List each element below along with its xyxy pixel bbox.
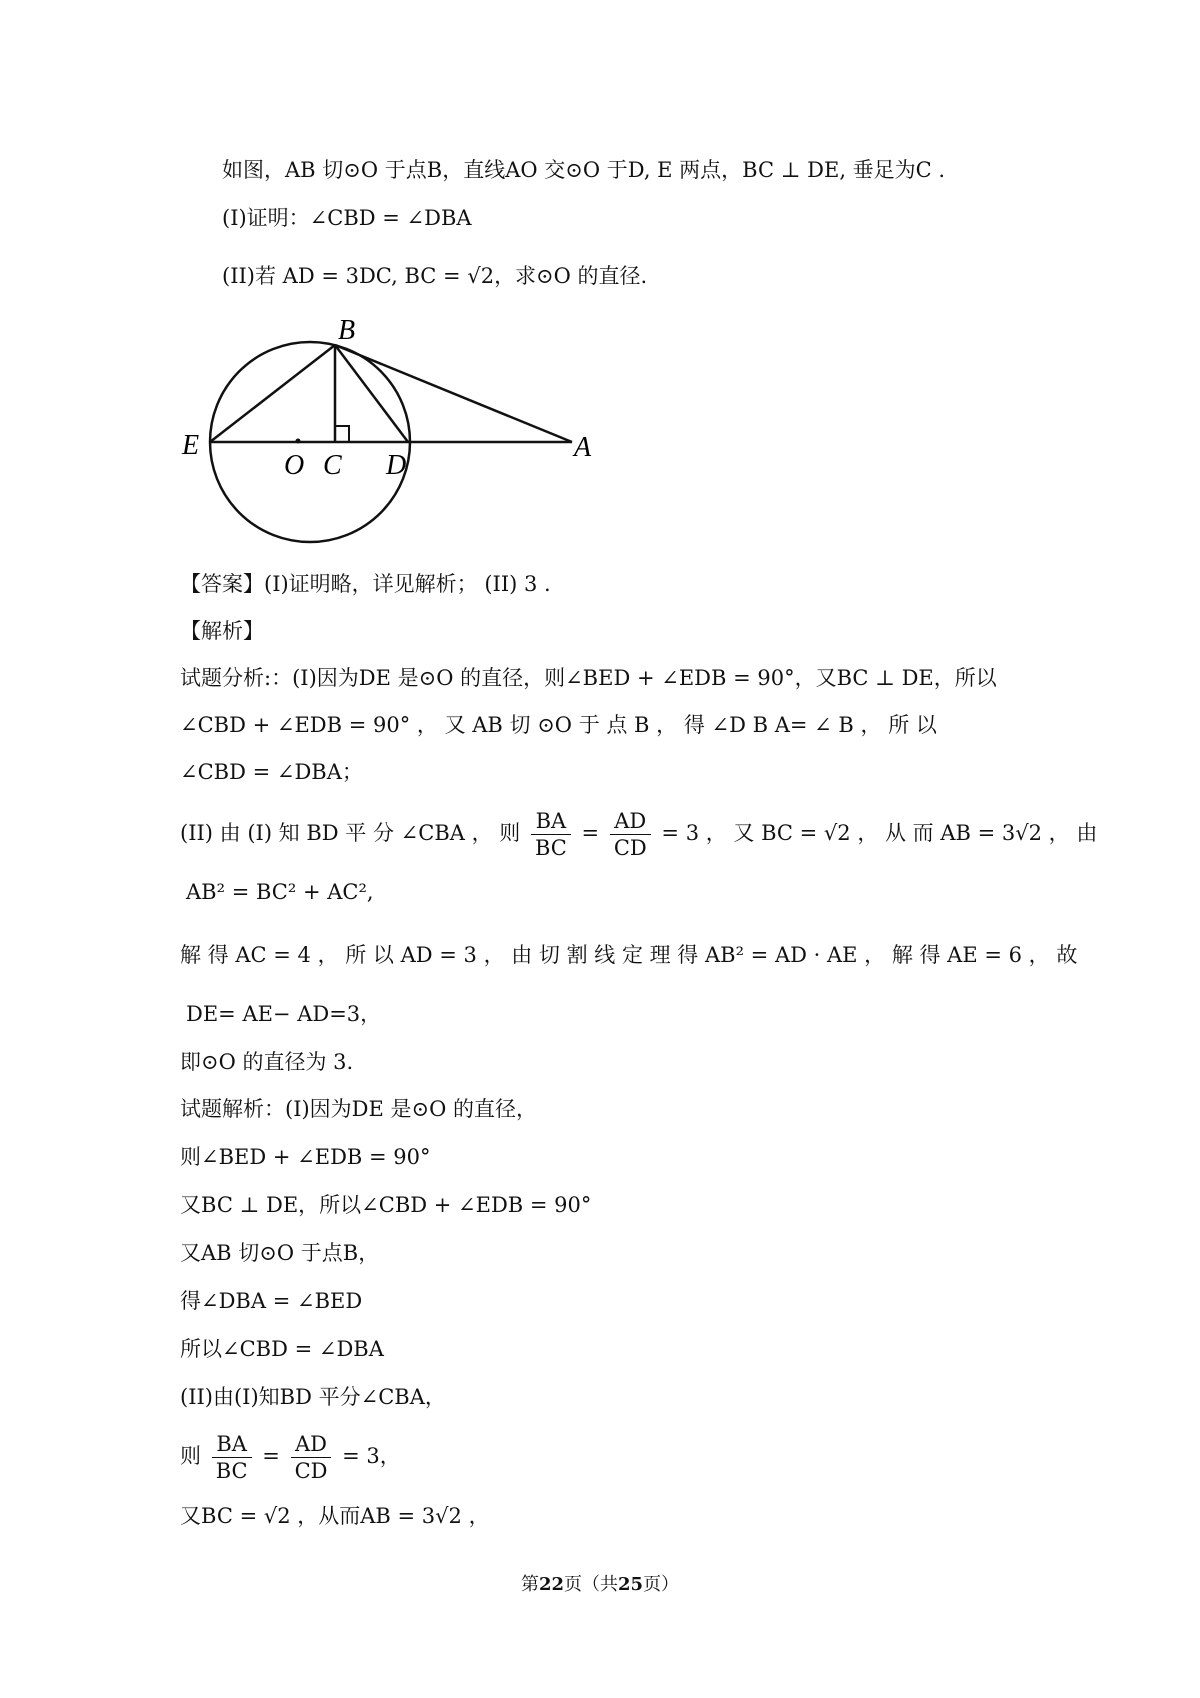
fraction-denominator: CD [613, 836, 647, 860]
geometry-figure [180, 312, 610, 552]
fraction-ad-cd [610, 808, 651, 861]
analysis-line-8: 即⊙O 的直径为 3. [180, 1050, 354, 1074]
analysis-line-5: AB² = BC² + AC², [186, 880, 374, 904]
label-d: D [386, 450, 407, 481]
problem-intro: 如图，AB 切⊙O 于点B，直线AO 交⊙O 于D, E 两点，BC ⊥ DE, 垂足为C . [222, 158, 946, 182]
fraction-denominator: CD [294, 1459, 328, 1483]
solution-line-8-pre: 则 [180, 1444, 201, 1468]
analysis-line-4-pre: (II) 由 (I) 知 BD 平 分 ∠CBA ， 则 [180, 821, 521, 845]
fraction-numerator: BA [531, 808, 571, 835]
analysis-line-3: ∠CBD = ∠DBA； [180, 760, 363, 784]
problem-part2-post: ，求⊙O 的直径. [494, 264, 648, 288]
solution-line-2: 则∠BED + ∠EDB = 90° [180, 1145, 431, 1169]
footer-pre: 第 [520, 1574, 539, 1595]
problem-part1: (I)证明：∠CBD = ∠DBA [222, 206, 472, 230]
circle-tangent-diagram [180, 312, 610, 552]
equals-sign: = [262, 1444, 280, 1468]
analysis-line-4-post: = 3 ， 又 BC = √2 ， 从 而 AB = 3√2 ， 由 [661, 821, 1098, 845]
fraction-denominator: BC [215, 1459, 248, 1483]
fraction-ad-cd [291, 1431, 332, 1484]
segment-eb [210, 345, 335, 442]
solution-line-9: 又BC = √2 ，从而AB = 3√2 ， [180, 1504, 490, 1528]
analysis-line-6: 解 得 AC = 4 ， 所 以 AD = 3 ， 由 切 割 线 定 理 得 AB² = AD · AE ， 解 得 AE = 6 ， 故 [180, 943, 1078, 967]
fraction-ba-bc [531, 808, 571, 861]
answer-text: (I)证明略，详见解析； (II) 3 . [264, 572, 551, 596]
analysis-line-7: DE= AE− AD=3， [186, 1002, 382, 1026]
solution-line-4: 又AB 切⊙O 于点B， [180, 1241, 380, 1265]
equals-sign: = [581, 821, 600, 845]
analysis-label: 【解析】 [180, 619, 264, 643]
fraction-denominator: BC [534, 836, 567, 860]
solution-line-6: 所以∠CBD = ∠DBA [180, 1337, 384, 1361]
fraction-ba-bc [212, 1431, 252, 1484]
label-e: E [182, 430, 200, 461]
solution-line-7: (II)由(I)知BD 平分∠CBA， [180, 1385, 446, 1409]
solution-line-5: 得∠DBA = ∠BED [180, 1289, 363, 1313]
analysis-line-1: 试题分析:：(I)因为DE 是⊙O 的直径，则∠BED + ∠EDB = 90°，又BC ⊥ DE，所以 [180, 666, 997, 690]
solution-line-8 [180, 1424, 401, 1488]
label-a: A [574, 432, 592, 463]
label-b: B [338, 315, 356, 346]
analysis-line-4 [180, 801, 1097, 865]
footer-mid: 页（共 [564, 1574, 618, 1595]
label-o: O [284, 450, 305, 481]
footer-total-pages: 25 [618, 1574, 644, 1595]
fraction-numerator: AD [610, 808, 651, 835]
answer-label: 【答案】 [180, 572, 264, 596]
page-footer [0, 1570, 1200, 1596]
problem-part2-sqrt: √2 [467, 264, 495, 288]
footer-post: 页） [643, 1574, 680, 1595]
solution-line-1: 试题解析：(I)因为DE 是⊙O 的直径， [180, 1097, 538, 1121]
analysis-line-2: ∠CBD + ∠EDB = 90° ， 又 AB 切 ⊙O 于 点 B ， 得 ∠D B A= ∠ B ， 所 以 [180, 713, 937, 737]
fraction-numerator: BA [212, 1431, 252, 1458]
solution-line-8-post: = 3， [342, 1444, 401, 1468]
footer-page-number: 22 [538, 1574, 564, 1595]
center-dot [296, 439, 301, 444]
label-c: C [323, 450, 342, 481]
answer-line [180, 570, 551, 598]
problem-part2-pre: (II)若 AD = 3DC, BC = [222, 264, 468, 288]
problem-part2 [222, 262, 647, 290]
right-angle-mark [335, 426, 349, 442]
solution-line-3: 又BC ⊥ DE，所以∠CBD + ∠EDB = 90° [180, 1193, 592, 1217]
fraction-numerator: AD [291, 1431, 332, 1458]
